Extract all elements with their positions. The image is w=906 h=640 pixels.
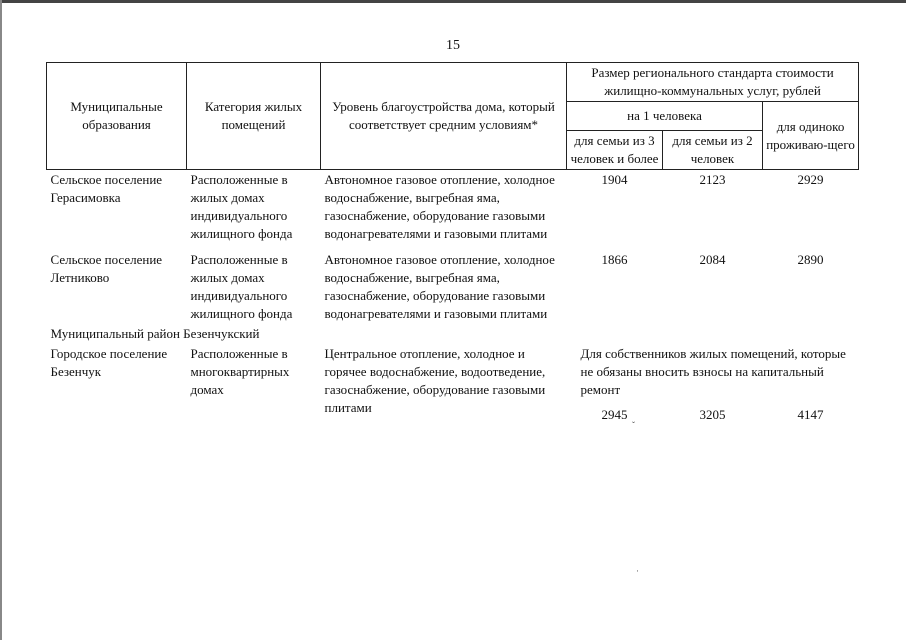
section-title: Муниципальный район Безенчукский (50, 326, 260, 341)
municipality-cell: Городское поселение Безенчук (50, 346, 168, 379)
scan-speck: · (636, 566, 639, 576)
header-family3: для семьи из 3 человек и более (567, 131, 663, 170)
header-per-person: на 1 человека (567, 102, 763, 131)
regional-standard-table (46, 62, 859, 425)
municipality-cell: Сельское поселение Летниково (50, 252, 163, 285)
header-municipality: Муниципальные образования (47, 63, 187, 170)
single-value: 2929 (797, 172, 824, 187)
scan-speck: ˇ (632, 420, 635, 430)
family2-value: 2084 (699, 252, 726, 267)
header-family2: для семьи из 2 человек (663, 131, 763, 170)
section-heading-row (47, 324, 859, 344)
level-cell: Автономное газовое отопление, холодное водоснабжение, выгребная яма, газоснабжение, оборудование газовыми водонагревателями и газовыми плитами (324, 252, 555, 321)
municipality-cell: Сельское поселение Герасимовка (50, 172, 163, 205)
category-cell: Расположенные в жилых домах индивидуального жилищного фонда (190, 252, 293, 321)
level-cell: Автономное газовое отопление, холодное водоснабжение, выгребная яма, газоснабжение, оборудование газовыми водонагревателями и газовыми плитами (324, 172, 555, 241)
header-level: Уровень благоустройства дома, который соответствует средним условиям* (321, 63, 567, 170)
single-value: 4147 (797, 407, 824, 422)
family2-value: 2123 (699, 172, 726, 187)
table-row (47, 250, 859, 324)
family3-value: 1904 (601, 172, 628, 187)
single-value: 2890 (797, 252, 824, 267)
header-category: Категория жилых помещений (187, 63, 321, 170)
family2-value: 3205 (699, 407, 726, 422)
scan-edge-left (0, 0, 2, 640)
scan-edge-top (0, 0, 906, 3)
owner-note: Для собственников жилых помещений, которые не обязаны вносить взносы на капитальный ремонт (580, 346, 846, 397)
header-single: для одиноко проживаю-щего (763, 102, 859, 170)
table-row (47, 170, 859, 245)
level-cell: Центральное отопление, холодное и горячее водоснабжение, водоотведение, газоснабжение, оборудование газовыми плитами (324, 346, 546, 415)
family3-value: 2945 (601, 407, 628, 422)
category-cell: Расположенные в многоквартирных домах (190, 346, 290, 397)
category-cell: Расположенные в жилых домах индивидуального жилищного фонда (190, 172, 293, 241)
family3-value: 1866 (601, 252, 628, 267)
header-standard: Размер регионального стандарта стоимости жилищно-коммунальных услуг, рублей (567, 63, 859, 102)
page-number: 15 (446, 38, 460, 53)
table-row (47, 344, 859, 400)
